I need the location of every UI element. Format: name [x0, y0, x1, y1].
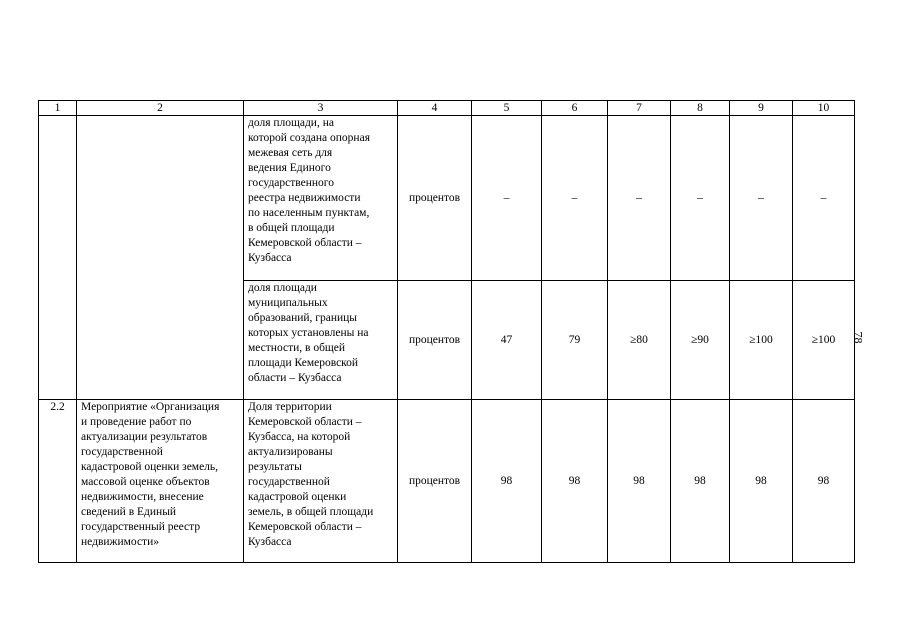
page-number: 78	[851, 331, 866, 344]
column-number-header: 8	[671, 101, 730, 116]
value-cell: –	[793, 116, 855, 281]
table-header-row	[39, 101, 855, 116]
column-number-header: 5	[472, 101, 542, 116]
value-cell: ≥100	[793, 281, 855, 400]
indicators-table	[38, 100, 855, 563]
value-cell: 47	[472, 281, 542, 400]
value-cell: ≥100	[730, 281, 793, 400]
value-cell: 98	[730, 400, 793, 563]
value-cell: –	[730, 116, 793, 281]
indicator-cell: доля площади муниципальных образований, границы которых установлены на местности, в общей площади Кемеровской области – Кузбасса	[244, 281, 398, 400]
measure-cell	[77, 116, 244, 400]
column-number-header: 10	[793, 101, 855, 116]
value-cell: ≥80	[608, 281, 671, 400]
column-number-header: 9	[730, 101, 793, 116]
table-row	[39, 400, 855, 563]
column-number-header: 4	[398, 101, 472, 116]
value-cell: 98	[542, 400, 608, 563]
column-number-header: 1	[39, 101, 77, 116]
unit-cell: процентов	[398, 400, 472, 563]
value-cell: –	[671, 116, 730, 281]
indicator-cell: доля площади, на которой создана опорная межевая сеть для ведения Единого государственного реестра недвижимости по населенным пунктам, в общей площади Кемеровской области – Кузбасса	[244, 116, 398, 281]
value-cell: 98	[608, 400, 671, 563]
column-number-header: 2	[77, 101, 244, 116]
row-number-cell: 2.2	[39, 400, 77, 563]
table-row	[39, 116, 855, 281]
unit-cell: процентов	[398, 116, 472, 281]
unit-cell: процентов	[398, 281, 472, 400]
value-cell: 98	[671, 400, 730, 563]
column-number-header: 3	[244, 101, 398, 116]
measure-cell: Мероприятие «Организация и проведение работ по актуализации результатов государственной кадастровой оценки земель, массовой оценке объектов недвижимости, внесение сведений в Единый государственный реестр недвижимости»	[77, 400, 244, 563]
column-number-header: 6	[542, 101, 608, 116]
value-cell: 79	[542, 281, 608, 400]
value-cell: 98	[472, 400, 542, 563]
value-cell: 98	[793, 400, 855, 563]
value-cell: –	[542, 116, 608, 281]
value-cell: –	[472, 116, 542, 281]
value-cell: ≥90	[671, 281, 730, 400]
row-number-cell	[39, 116, 77, 400]
column-number-header: 7	[608, 101, 671, 116]
indicator-cell: Доля территории Кемеровской области – Кузбасса, на которой актуализированы результаты государственной кадастровой оценки земель, в общей площади Кемеровской области – Кузбасса	[244, 400, 398, 563]
value-cell: –	[608, 116, 671, 281]
